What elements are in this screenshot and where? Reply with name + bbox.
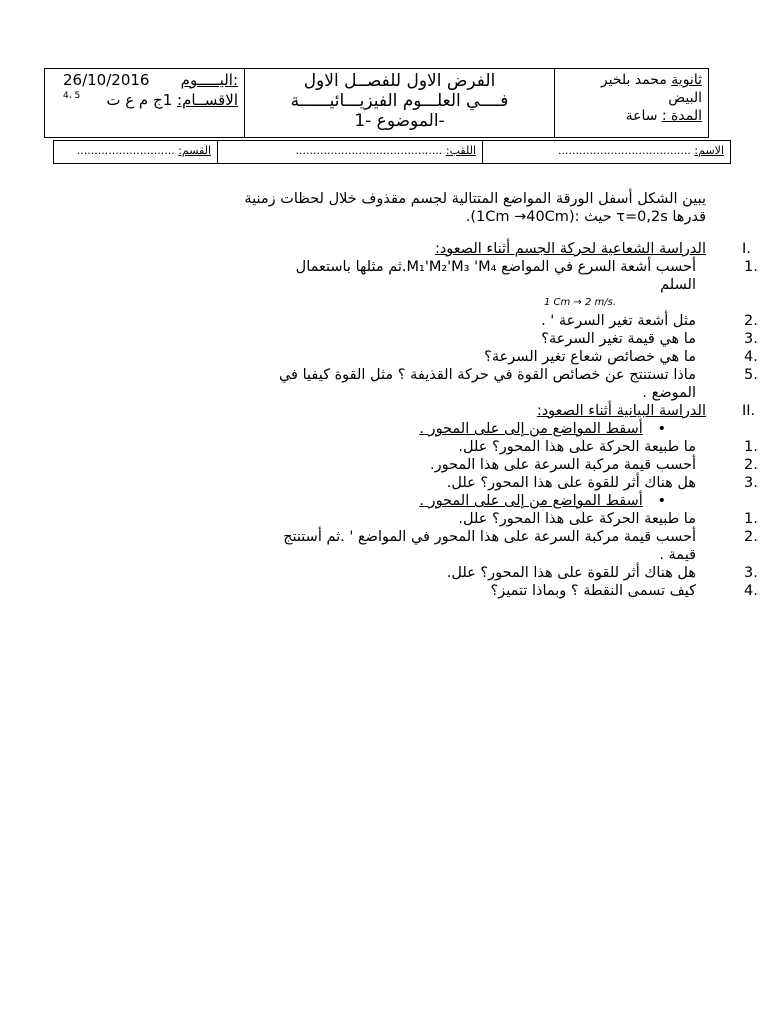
- part1-heading: الدراسة الشعاعية لحركة الجسم أثناء الصعود:: [434, 241, 706, 257]
- surname-field[interactable]: [217, 141, 482, 163]
- date-label: اليـــــوم:: [180, 71, 238, 89]
- student-info-row: [53, 140, 731, 164]
- question-text: كيف تسمى النقطة ؟ وبماذا تتميز؟: [490, 583, 696, 599]
- question-text: هل هناك أثر للقوة على هذا المحور؟ علل.: [446, 565, 696, 581]
- question-item: [100, 276, 706, 294]
- part2-numeral: II.: [742, 403, 756, 419]
- intro-line2: قدرها τ=0,2s حيث :(1Cm →40Cm).: [465, 209, 706, 225]
- surname-dots: ..........................................: [295, 144, 443, 157]
- school-name: محمد بلخير: [600, 72, 667, 88]
- date-classes-cell: [45, 69, 245, 137]
- question-number: 2.: [744, 313, 758, 329]
- question-text: هل هناك أثر للقوة على هذا المحور؟ علل.: [446, 475, 696, 491]
- question-number: 2.: [744, 529, 758, 545]
- title-cell: [245, 69, 555, 137]
- bullet-text: أسقط المواضع من إلى على المحور .: [419, 493, 643, 509]
- question-item: [100, 366, 758, 384]
- question-number: 3.: [744, 331, 758, 347]
- bullet-icon: •: [657, 493, 666, 509]
- name-dots: ......................................: [558, 144, 691, 157]
- school-city: البيض: [668, 90, 702, 106]
- part2-heading-line: [100, 402, 756, 420]
- question-text: مثل أشعة تغير السرعة ' .: [541, 313, 696, 329]
- part1-numeral: I.: [742, 241, 751, 257]
- question-number: 4.: [744, 349, 758, 365]
- exam-title-line1: الفرض الاول للفصــل الاول: [303, 71, 496, 91]
- classes-row: [63, 91, 238, 109]
- school-cell: [555, 69, 708, 137]
- question-text: ماذا تستنتج عن خصائص القوة في حركة القذيفة ؟ مثل القوة كيفيا في: [278, 367, 696, 383]
- bullet-line: [100, 420, 706, 438]
- date-row: [63, 71, 238, 89]
- name-field[interactable]: [482, 141, 730, 163]
- question-text: ما طبيعة الحركة على هذا المحور؟ علل.: [458, 439, 696, 455]
- question-number: 1.: [744, 259, 758, 275]
- duration-value: ساعة: [625, 108, 658, 124]
- question-number: 1.: [744, 511, 758, 527]
- question-text: ما طبيعة الحركة على هذا المحور؟ علل.: [458, 511, 696, 527]
- intro-line1: يبين الشكل أسفل الورقة المواضع المتتالية لجسم مقذوف خلال لحظات زمنية: [244, 191, 706, 207]
- question-item: [100, 348, 758, 366]
- question-item: [100, 312, 758, 330]
- question-item: [100, 582, 758, 600]
- question-number: 3.: [744, 475, 758, 491]
- scale-note: 1 Cm → 2 m/s.: [543, 297, 616, 308]
- classes-value: 1ج م ع ت: [106, 91, 173, 109]
- question-number: 1.: [744, 439, 758, 455]
- question-item: [100, 438, 758, 456]
- bullet-text: أسقط المواضع من إلى على المحور .: [419, 421, 643, 437]
- question-text: أحسب قيمة مركبة السرعة على هذا المحور في المواضع ' .ثم أستنتج: [283, 529, 696, 545]
- classes-label: الاقســام:: [177, 91, 238, 109]
- section-label: القسم:: [178, 144, 211, 157]
- question-text: قيمة .: [659, 547, 696, 563]
- bullet-icon: •: [657, 421, 666, 437]
- school-line: [555, 71, 702, 89]
- question-text: ما هي خصائص شعاع تغير السرعة؟: [484, 349, 696, 365]
- question-item: [100, 510, 758, 528]
- question-item: [100, 474, 758, 492]
- question-number: 4.: [744, 583, 758, 599]
- question-number: 5.: [744, 367, 758, 383]
- bullet-line: [100, 492, 706, 510]
- date-value: 26/10/2016: [63, 71, 150, 89]
- duration-label: المدة :: [661, 108, 702, 124]
- question-item: [100, 546, 706, 564]
- classes-suffix: 5 ،4: [63, 91, 81, 101]
- question-item: [100, 528, 758, 546]
- question-item: [100, 564, 758, 582]
- surname-label: اللقب:: [445, 144, 476, 157]
- exam-body: [100, 190, 758, 600]
- exam-title-line3: -الموضوع -1: [354, 111, 445, 131]
- part2-heading: الدراسة البيانية أثناء الصعود:: [536, 403, 706, 419]
- question-item: [100, 456, 758, 474]
- question-text: أحسب قيمة مركبة السرعة على هذا المحور.: [429, 457, 696, 473]
- intro-paragraph: [100, 190, 706, 226]
- question-number: 3.: [744, 565, 758, 581]
- section-dots: ............................: [76, 144, 175, 157]
- question-text: ما هي قيمة تغير السرعة؟: [541, 331, 696, 347]
- question-text: أحسب أشعة السرع في المواضع M₁'M₂'M₃ 'M₄.ثم مثلها باستعمال: [295, 259, 696, 275]
- classes-label-group: [106, 91, 238, 109]
- exam-header-table: [44, 68, 709, 138]
- question-text: الموضع .: [642, 385, 696, 401]
- question-item: [100, 384, 706, 402]
- duration-line: [555, 107, 702, 125]
- part1-heading-line: [100, 240, 751, 258]
- section-field[interactable]: [54, 141, 217, 163]
- question-item: [100, 330, 758, 348]
- school-label: ثانوية: [671, 72, 702, 88]
- exam-title-line2: فــــي العلـــوم الفيزيـــائيــــــة: [290, 91, 509, 111]
- question-item: [100, 258, 758, 276]
- question-text: السلم: [660, 277, 696, 293]
- question-number: 2.: [744, 457, 758, 473]
- name-label: الاسم:: [694, 144, 724, 157]
